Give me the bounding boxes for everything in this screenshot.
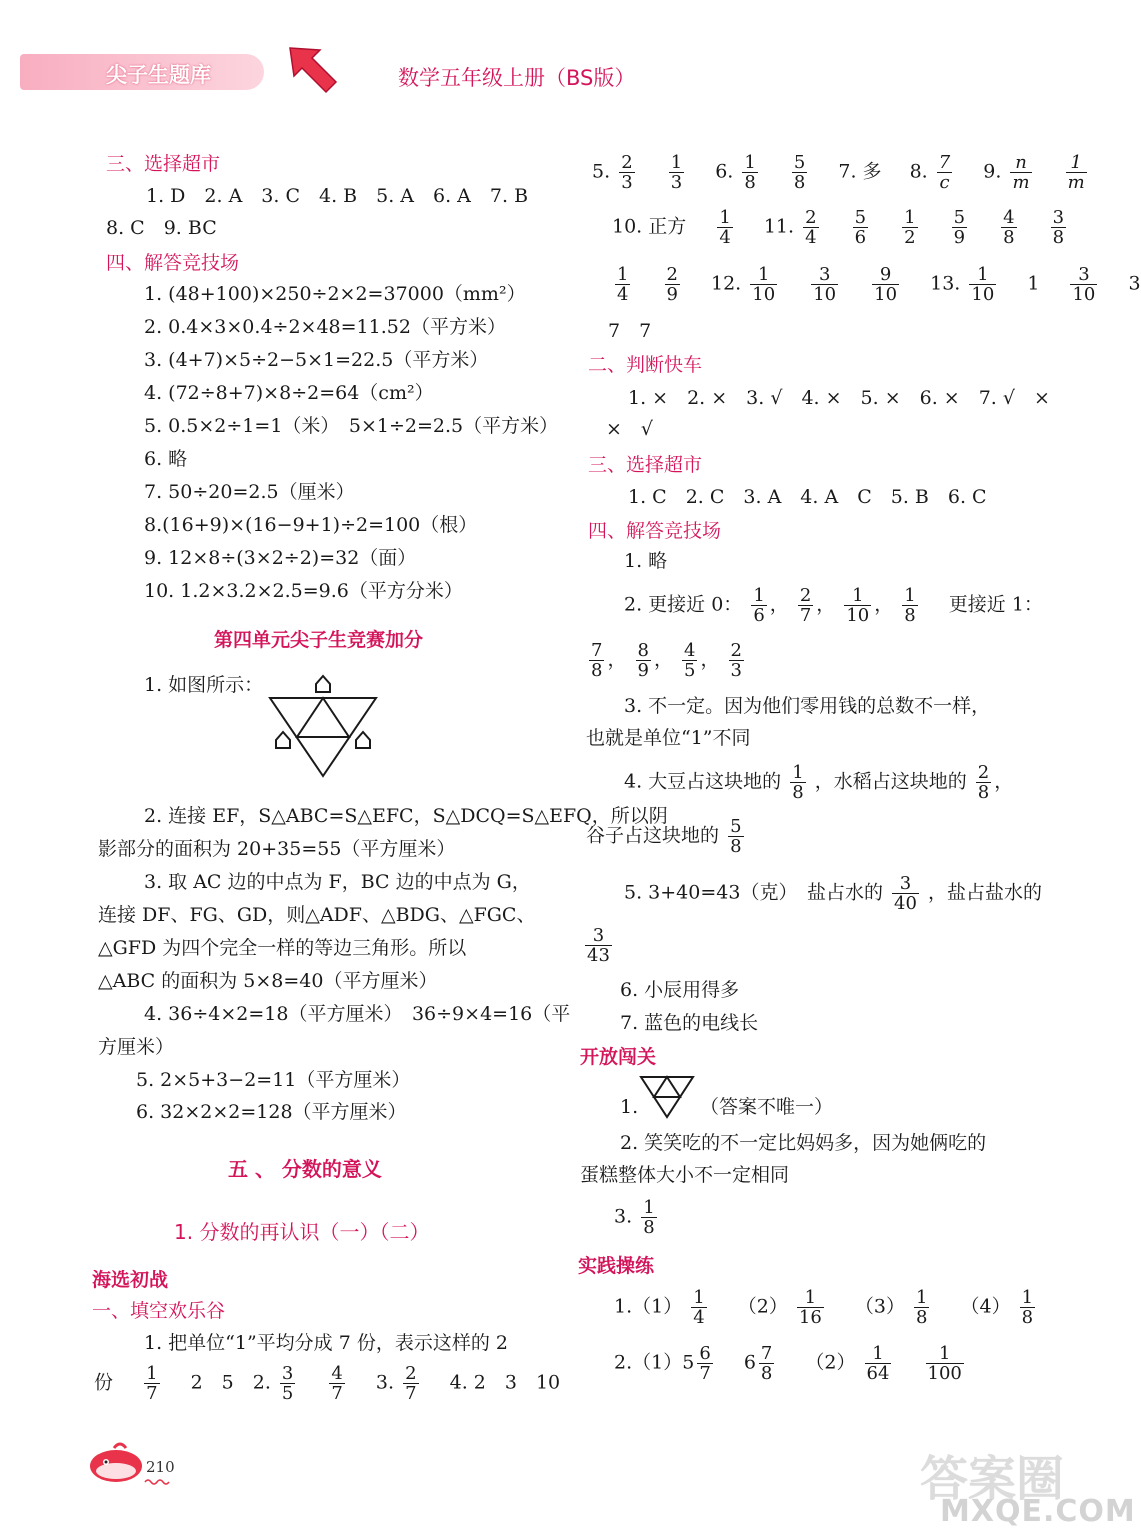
watermark-url: MXQE.COM: [940, 1494, 1136, 1529]
answer-line: 1. (48+100)×250÷2×2=37000（mm²）: [144, 283, 526, 305]
wave-decoration: [144, 1478, 172, 1486]
answer-line: × √: [606, 418, 654, 440]
triangle-figure: [266, 668, 382, 780]
answer-line: 蛋糕整体大小不一定相同: [580, 1164, 790, 1186]
answer-line: 2. 0.4×3×0.4÷2×48=11.52（平方米）: [144, 316, 506, 338]
answer-line: △ABC 的面积为 5×8=40（平方厘米）: [98, 970, 438, 992]
section-title: 四、解答竞技场: [106, 252, 240, 274]
answer-line: 4. 大豆占这块地的 $\frac{1}{8}$ ，水稻占这块地的 $\frac{2}{8}$ ，: [624, 762, 1014, 803]
answer-line: 2. 笑笑吃的不一定比妈妈多，因为她俩吃的: [620, 1132, 987, 1154]
answer-line: 3. (4+7)×5÷2−5×1=22.5（平方米）: [144, 349, 489, 371]
arrow-up-left-icon: [284, 40, 344, 100]
page-number: 210: [146, 1458, 175, 1476]
answer-line: 1. × 2. × 3. √ 4. × 5. × 6. × 7. √ ×: [628, 387, 1050, 409]
answer-line: 1.: [620, 1096, 639, 1118]
answer-line: 4. 36÷4×2=18（平方厘米） 36÷9×4=16（平: [144, 1003, 571, 1025]
answer-line: 9. 12×8÷(3×2÷2)=32（面）: [144, 547, 417, 569]
answer-line: 1. 如图所示：: [144, 674, 264, 696]
subsection-title: 海选初战: [92, 1269, 169, 1291]
answer-note: （答案不唯一）: [700, 1096, 834, 1118]
answer-line: 10. 1.2×3.2×2.5=9.6（平方分米）: [144, 580, 463, 602]
answer-line: 2. 更接近 0： $\frac{1}{6}$ ， $\frac{2}{7}$ ， $\frac{1}{10}$ ， $\frac{1}{8}$ 更接近 1：: [624, 585, 1043, 626]
answer-line: 8. C 9. BC: [106, 217, 217, 239]
brand-banner: [20, 54, 264, 90]
answer-line: △GFD 为四个完全一样的等边三角形。所以: [98, 937, 467, 959]
book-title: 数学五年级上册（BS版）: [398, 66, 636, 90]
answer-line: 1.（1） $\frac{1}{4}$ （2） $\frac{1}{16}$ （3） $\frac{1}{8}$ （4） $\frac{1}{8}$: [614, 1287, 1034, 1328]
answer-line: 方厘米）: [98, 1036, 175, 1058]
answer-line: 1. 把单位“1”平均分成 7 份，表示这样的 2: [144, 1332, 508, 1354]
answer-line: 5. 2×5+3−2=11（平方厘米）: [136, 1069, 411, 1091]
answer-line: 7 7: [608, 320, 652, 342]
section-title: 三、选择超市: [588, 454, 703, 476]
chapter-title: 五 、 分数的意义: [228, 1157, 382, 1181]
answer-line: 份 $\frac{1}{7}$ 2 5 2. $\frac{3}{5}$ $\frac{4}{7}$ 3. $\frac{2}{7}$ 4. 2 3 10: [94, 1363, 561, 1404]
triangle-figure: [638, 1074, 696, 1120]
answer-line: 4. (72÷8+7)×8÷2=64（cm²）: [144, 382, 434, 404]
answer-line: 连接 DF、FG、GD，则△ADF、△BDG、△FGC、: [98, 904, 536, 926]
answer-line: $\frac{3}{43}$: [587, 925, 610, 966]
section-title: 三、选择超市: [106, 153, 221, 175]
unit-title: 第四单元尖子生竞赛加分: [214, 629, 424, 651]
answer-line: 5. 0.5×2÷1=1（米） 5×1÷2=2.5（平方米）: [144, 415, 559, 437]
section-title: 四、解答竞技场: [588, 520, 722, 542]
watermark: 答案圈: [920, 1451, 1065, 1507]
answer-line: 也就是单位“1”不同: [586, 727, 751, 749]
answer-line: 10. 正方 $\frac{1}{4}$ 11. $\frac{2}{4}$ $\frac{5}{6}$ $\frac{1}{2}$ $\frac{5}{9}$ $\frac{4}{8}$ $\frac{3}{8}$: [612, 207, 1065, 248]
answer-line: 6. 略: [144, 448, 188, 470]
answer-line: $\frac{1}{4}$ $\frac{2}{9}$ 12. $\frac{1}{10}$ $\frac{3}{10}$ $\frac{9}{10}$ 13. $\frac{1}{10}$ 1 $\frac{3}{10}$ 3: [617, 264, 1141, 305]
answer-line: 6. 32×2×2=128（平方厘米）: [136, 1101, 407, 1123]
answer-line: 3. $\frac{1}{8}$: [614, 1197, 655, 1238]
answer-line: 7. 50÷20=2.5（厘米）: [144, 481, 355, 503]
section-title: 二、判断快车: [588, 354, 703, 376]
answer-line: 7. 蓝色的电线长: [620, 1012, 759, 1034]
lesson-title: 1. 分数的再认识（一）（二）: [174, 1220, 430, 1244]
answer-line: 3. 取 AC 边的中点为 F，BC 边的中点为 G，: [144, 871, 531, 893]
answer-line: 1. C 2. C 3. A 4. A C 5. B 6. C: [628, 486, 987, 508]
answer-line: 1. 略: [624, 550, 668, 572]
section-title: 一、填空欢乐谷: [92, 1300, 226, 1322]
answer-line: 2. 连接 EF，S△ABC=S△EFC，S△DCQ=S△EFQ，所以阴: [144, 805, 668, 827]
answer-line: 谷子占这块地的 $\frac{5}{8}$: [586, 816, 742, 857]
answer-line: 5. 3+40=43（克） 盐占水的 $\frac{3}{40}$ ，盐占盐水的: [624, 873, 1042, 914]
answer-line: 6. 小辰用得多: [620, 979, 740, 1001]
answer-line: 3. 不一定。因为他们零用钱的总数不一样，: [624, 695, 991, 717]
answer-line: 5. $\frac{2}{3}$ $\frac{1}{3}$ 6. $\frac{1}{8}$ $\frac{5}{8}$ 7. 多 8. $\frac{7}{c}$ 9. $\frac{n}{m}$ $\frac{1}{m}$: [592, 152, 1085, 193]
subsection-title: 开放闯关: [580, 1046, 657, 1068]
mascot-icon: [86, 1440, 150, 1484]
answer-line: 8.(16+9)×(16−9+1)÷2=100（根）: [144, 514, 478, 536]
answer-line: 2.（1）5 $\frac{6}{7}$ 6 $\frac{7}{8}$ （2） $\frac{1}{64}$ $\frac{1}{100}$: [614, 1343, 962, 1384]
answer-line: 影部分的面积为 20+35=55（平方厘米）: [98, 838, 456, 860]
answer-line: 1. D 2. A 3. C 4. B 5. A 6. A 7. B: [146, 185, 529, 207]
subsection-title: 实践操练: [578, 1255, 655, 1277]
answer-line: $\frac{7}{8}$ ， $\frac{8}{9}$ ， $\frac{4}{5}$ ， $\frac{2}{3}$: [591, 640, 742, 681]
brand-label: 尖子生题库: [106, 63, 211, 87]
